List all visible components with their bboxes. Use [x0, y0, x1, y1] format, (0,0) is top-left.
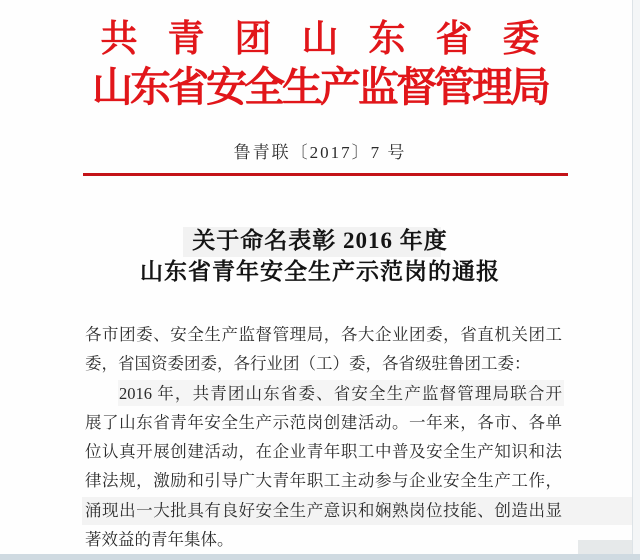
body-line: 委，省国资委团委，各行业团（工）委，各省级驻鲁团工委： — [85, 354, 531, 374]
body-line: 位认真开展创建活动，在企业青年职工中普及安全生产知识和法 — [85, 442, 562, 462]
body-line: 各市团委、安全生产监督管理局，各大企业团委，省直机关团工 — [85, 325, 562, 344]
body-line: 涌现出一大批具有良好安全生产意识和娴熟岗位技能、创造出显 — [85, 500, 562, 520]
red-divider-rule — [83, 173, 568, 176]
document-title-line1: 关于命名表彰 2016 年度 — [192, 228, 448, 253]
body-line: 著效益的青年集体。 — [85, 530, 234, 550]
scan-edge-right — [632, 0, 640, 560]
document-title — [0, 225, 640, 287]
body-line: 律法规，激励和引导广大青年职工主动参与企业安全生产工作， — [85, 471, 562, 491]
scan-edge-bottom — [0, 554, 640, 560]
body-line: 2016 年，共青团山东省委、省安全生产监督管理局联合开 — [119, 383, 562, 403]
document-title-line2: 山东省青年安全生产示范岗的通报 — [140, 259, 500, 284]
body-line: 展了山东省青年安全生产示范岗创建活动。一年来，各市、各单 — [85, 412, 562, 432]
scan-edge-corner — [578, 540, 633, 554]
issuing-org-line1: 共青团山东省委 — [100, 19, 570, 60]
issuing-org-line2: 山东省安全生产监督管理局 — [92, 64, 548, 110]
document-number: 鲁青联〔2017〕7 号 — [233, 143, 407, 162]
body-text — [85, 320, 562, 554]
